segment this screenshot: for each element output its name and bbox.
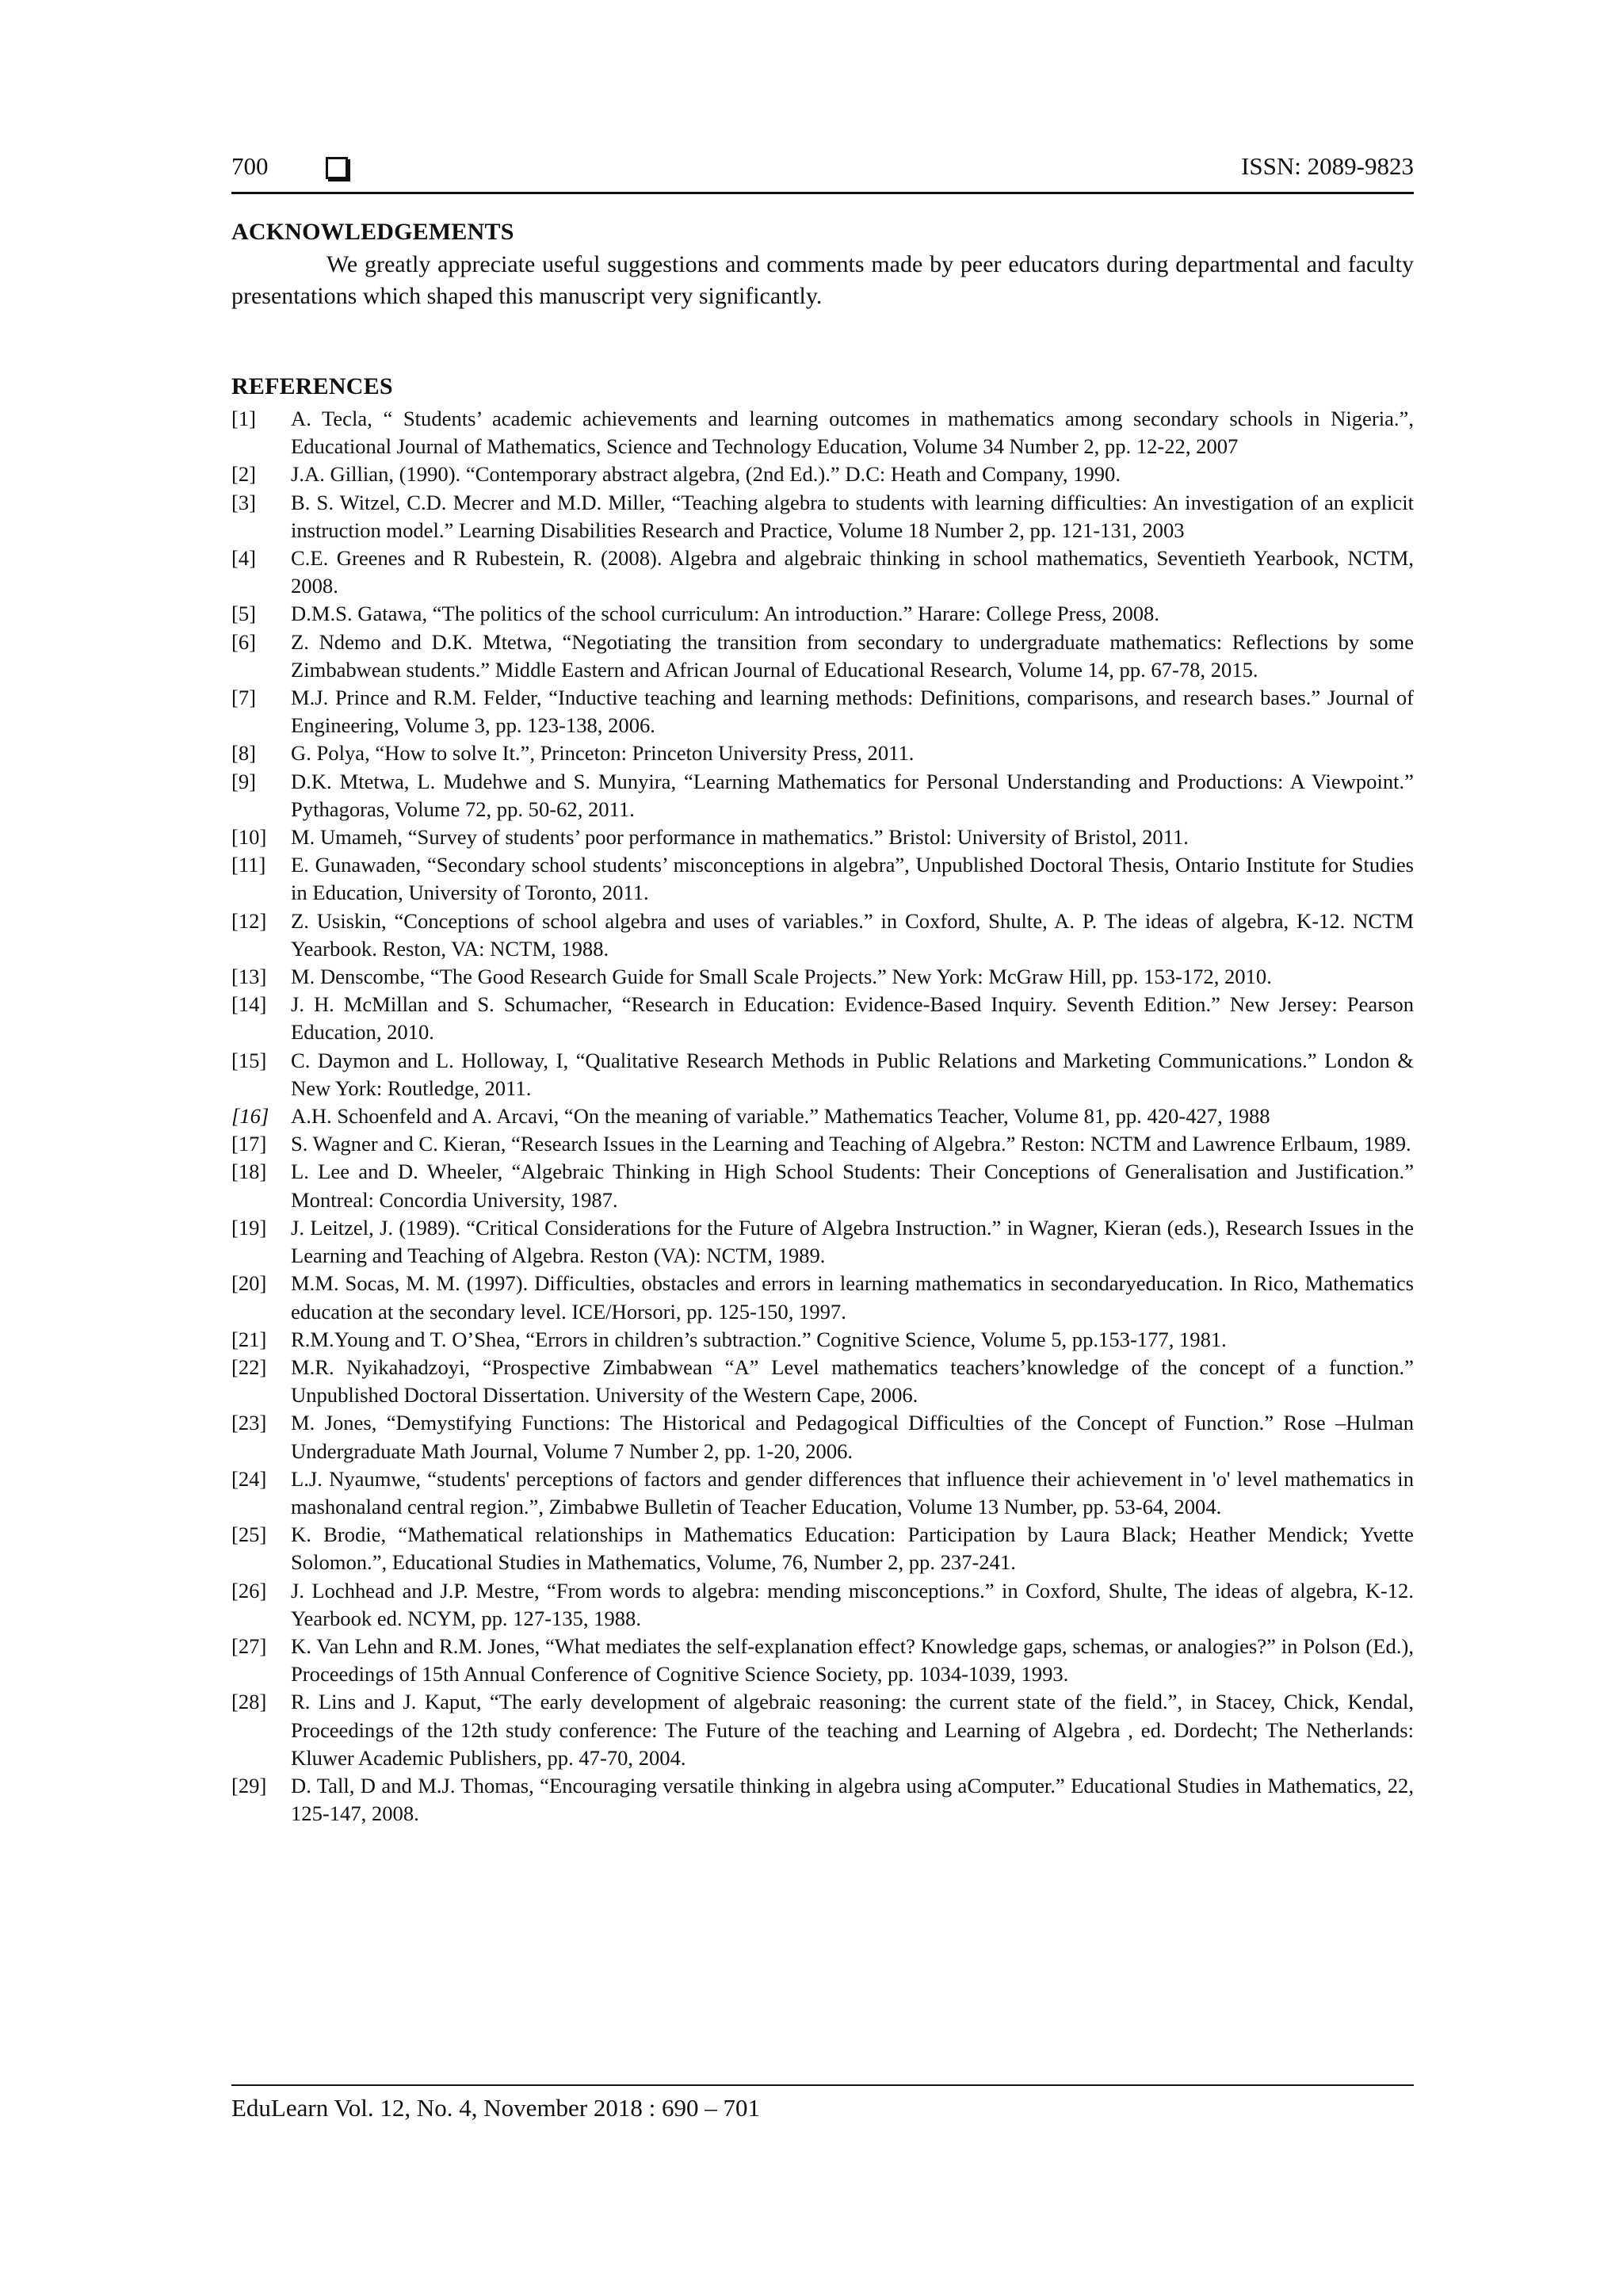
- reference-item: [231, 600, 1414, 628]
- reference-item: [231, 1102, 1414, 1130]
- reference-number: [2]: [231, 462, 257, 487]
- reference-text: C.E. Greenes and R Rubestein, R. (2008). Algebra and algebraic thinking in school mathematics, Seventieth Yearbook, NCTM, 2008.: [291, 546, 1414, 598]
- reference-item: [231, 489, 1414, 544]
- references-heading: REFERENCES: [231, 373, 393, 399]
- references-list: [231, 405, 1414, 1828]
- reference-item: [231, 963, 1414, 991]
- acknowledgements-heading: ACKNOWLEDGEMENTS: [231, 219, 514, 245]
- page-number: 700: [231, 152, 269, 180]
- reference-number: [15]: [231, 1048, 267, 1072]
- reference-number: [7]: [231, 686, 257, 710]
- reference-item: [231, 739, 1414, 767]
- reference-item: [231, 1465, 1414, 1521]
- reference-item: [231, 1047, 1414, 1102]
- reference-number: [6]: [231, 629, 257, 654]
- reference-text: J. Leitzel, J. (1989). “Critical Considerations for the Future of Algebra Instruction.” in Wagner, Kieran (eds.), Research Issues in the Learning and Teaching of Algebra. Reston (VA): NCTM, 1989.: [291, 1215, 1414, 1268]
- reference-text: M. Denscombe, “The Good Research Guide for Small Scale Projects.” New York: McGraw Hill, pp. 153-172, 2010.: [291, 965, 1272, 989]
- reference-text: G. Polya, “How to solve It.”, Princeton: Princeton University Press, 2011.: [291, 741, 915, 766]
- reference-text: R. Lins and J. Kaput, “The early development of algebraic reasoning: the current state of the field.”, in Stacey, Chick, Kendal, Proceedings of the 12th study conference: The Future of the teaching and Learning of Algebra , ed. Dordecht; The Netherlands: Kluwer Academic Publishers, pp. 47-70, 2004.: [291, 1690, 1414, 1770]
- reference-number: [19]: [231, 1215, 267, 1240]
- acknowledgements-text: [231, 249, 1414, 312]
- reference-number: [13]: [231, 965, 267, 989]
- reference-item: [231, 1577, 1414, 1633]
- reference-number: [9]: [231, 769, 257, 793]
- reference-text: R.M.Young and T. O’Shea, “Errors in children’s subtraction.” Cognitive Science, Volume 5, pp.153-177, 1981.: [291, 1327, 1227, 1351]
- reference-text: K. Van Lehn and R.M. Jones, “What mediates the self-explanation effect? Knowledge gaps, schemas, or analogies?” in Polson (Ed.), Proceedings of 15th Annual Conference of Cognitive Science Society, pp. 1034-1039, 1993.: [291, 1633, 1414, 1687]
- page-footer: [231, 2084, 1414, 2122]
- reference-item: [231, 1326, 1414, 1354]
- issn-label: ISSN: 2089-9823: [1241, 152, 1414, 180]
- reference-item: [231, 823, 1414, 851]
- journal-citation: EduLearn Vol. 12, No. 4, November 2018 : 690 – 701: [231, 2094, 760, 2122]
- reference-number: [16]: [231, 1104, 269, 1129]
- reference-text: Z. Usiskin, “Conceptions of school algebra and uses of variables.” in Coxford, Shulte, A. P. The ideas of algebra, K-12. NCTM Yearbook. Reston, VA: NCTM, 1988.: [291, 908, 1414, 961]
- reference-text: S. Wagner and C. Kieran, “Research Issues in the Learning and Teaching of Algebra.” Reston: NCTM and Lawrence Erlbaum, 1989.: [291, 1132, 1411, 1156]
- reference-item: [231, 768, 1414, 823]
- reference-item: [231, 1354, 1414, 1409]
- reference-number: [23]: [231, 1411, 267, 1435]
- reference-number: [1]: [231, 407, 257, 430]
- reference-item: [231, 1521, 1414, 1576]
- reference-text: M.J. Prince and R.M. Felder, “Inductive teaching and learning methods: Definitions, comparisons, and research bases.” Journal of Engineering, Volume 3, pp. 123-138, 2006.: [291, 686, 1414, 738]
- reference-text: M. Jones, “Demystifying Functions: The Historical and Pedagogical Difficulties of the Concept of Function.” Rose –Hulman Undergraduate Math Journal, Volume 7 Number 2, pp. 1-20, 2006.: [291, 1411, 1414, 1463]
- reference-text: L. Lee and D. Wheeler, “Algebraic Thinking in High School Students: Their Conceptions of Generalisation and Justification.” Montreal: Concordia University, 1987.: [291, 1159, 1414, 1212]
- reference-text: D. Tall, D and M.J. Thomas, “Encouraging versatile thinking in algebra using aComputer.” Educational Studies in Mathematics, 22, 125-147, 2008.: [291, 1773, 1414, 1826]
- reference-number: [26]: [231, 1578, 267, 1603]
- reference-text: Z. Ndemo and D.K. Mtetwa, “Negotiating the transition from secondary to undergraduate mathematics: Reflections by some Zimbabwean students.” Middle Eastern and African Journal of Educational Research, Volume 14, pp. 67-78, 2015.: [291, 629, 1414, 682]
- reference-number: [5]: [231, 602, 257, 626]
- reference-text: D.M.S. Gatawa, “The politics of the school curriculum: An introduction.” Harare: College Press, 2008.: [291, 602, 1160, 626]
- reference-text: M.M. Socas, M. M. (1997). Difficulties, obstacles and errors in learning mathematics in secondaryeducation. In Rico, Mathematics education at the secondary level. ICE/Horsori, pp. 125-150, 1997.: [291, 1271, 1414, 1324]
- reference-number: [25]: [231, 1522, 267, 1547]
- reference-number: [3]: [231, 490, 257, 514]
- reference-text: A. Tecla, “ Students’ academic achievements and learning outcomes in mathematics among secondary schools in Nigeria.”, Educational Journal of Mathematics, Science and Technology Education, Volume 34 Number 2, pp. 12-22, 2007: [291, 407, 1414, 459]
- reference-number: [4]: [231, 546, 257, 571]
- reference-text: J. H. McMillan and S. Schumacher, “Research in Education: Evidence-Based Inquiry. Seventh Edition.” New Jersey: Pearson Education, 2010.: [291, 992, 1414, 1045]
- reference-number: [20]: [231, 1271, 267, 1296]
- reference-number: [12]: [231, 908, 267, 933]
- reference-text: M. Umameh, “Survey of students’ poor performance in mathematics.” Bristol: University of Bristol, 2011.: [291, 825, 1189, 850]
- reference-item: [231, 405, 1414, 460]
- reference-item: [231, 460, 1414, 488]
- reference-text: B. S. Witzel, C.D. Mecrer and M.D. Miller, “Teaching algebra to students with learning difficulties: An investigation of an explicit instruction model.” Learning Disabilities Research and Practice, Volume 18 Number 2, pp. 121-131, 2003: [291, 490, 1414, 542]
- reference-text: J.A. Gillian, (1990). “Contemporary abstract algebra, (2nd Ed.).” D.C: Heath and Company, 1990.: [291, 462, 1121, 487]
- reference-text: M.R. Nyikahadzoyi, “Prospective Zimbabwean “A” Level mathematics teachers’knowledge of the concept of a function.” Unpublished Doctoral Dissertation. University of the Western Cape, 2006.: [291, 1354, 1414, 1408]
- reference-number: [27]: [231, 1633, 267, 1658]
- reference-text: A.H. Schoenfeld and A. Arcavi, “On the meaning of variable.” Mathematics Teacher, Volume 81, pp. 420-427, 1988: [291, 1104, 1270, 1129]
- reference-text: K. Brodie, “Mathematical relationships in Mathematics Education: Participation by Laura Black; Heather Mendick; Yvette Solomon.”, Educational Studies in Mathematics, Volume, 76, Number 2, pp. 237-241.: [291, 1522, 1414, 1575]
- acknowledgements-body: We greatly appreciate useful suggestions and comments made by peer educators during departmental and faculty presentations which shaped this manuscript very significantly.: [231, 251, 1414, 309]
- reference-number: [8]: [231, 741, 257, 766]
- reference-item: [231, 991, 1414, 1046]
- reference-item: [231, 1772, 1414, 1828]
- reference-text: L.J. Nyaumwe, “students' perceptions of factors and gender differences that influence their achievement in 'o' level mathematics in mashonaland central region.”, Zimbabwe Bulletin of Teacher Education, Volume 13 Number, pp. 53-64, 2004.: [291, 1466, 1414, 1519]
- reference-text: J. Lochhead and J.P. Mestre, “From words to algebra: mending misconceptions.” in Coxford, Shulte, The ideas of algebra, K-12. Yearbook ed. NCYM, pp. 127-135, 1988.: [291, 1578, 1414, 1630]
- reference-item: [231, 628, 1414, 684]
- reference-number: [10]: [231, 825, 267, 850]
- reference-text: D.K. Mtetwa, L. Mudehwe and S. Munyira, “Learning Mathematics for Personal Understanding and Productions: A Viewpoint.” Pythagoras, Volume 72, pp. 50-62, 2011.: [291, 769, 1414, 821]
- reference-item: [231, 851, 1414, 907]
- reference-number: [11]: [231, 853, 266, 877]
- reference-item: [231, 1270, 1414, 1325]
- reference-number: [17]: [231, 1132, 267, 1156]
- reference-number: [21]: [231, 1327, 267, 1351]
- reference-text: E. Gunawaden, “Secondary school students’ misconceptions in algebra”, Unpublished Doctoral Thesis, Ontario Institute for Studies in Education, University of Toronto, 2011.: [291, 853, 1414, 905]
- reference-number: [24]: [231, 1466, 267, 1491]
- reference-text: C. Daymon and L. Holloway, I, “Qualitative Research Methods in Public Relations and Marketing Communications.” London & New York: Routledge, 2011.: [291, 1048, 1414, 1100]
- reference-number: [18]: [231, 1159, 267, 1184]
- reference-item: [231, 544, 1414, 600]
- reference-number: [14]: [231, 992, 267, 1017]
- reference-item: [231, 1130, 1414, 1158]
- reference-number: [29]: [231, 1773, 267, 1797]
- reference-item: [231, 1409, 1414, 1465]
- reference-item: [231, 1688, 1414, 1772]
- page-header: [231, 152, 1414, 194]
- reference-item: [231, 1214, 1414, 1270]
- reference-item: [231, 1633, 1414, 1688]
- reference-item: [231, 907, 1414, 963]
- reference-item: [231, 1158, 1414, 1213]
- reference-item: [231, 684, 1414, 739]
- reference-number: [28]: [231, 1690, 267, 1714]
- square-box-icon: [326, 157, 348, 179]
- reference-number: [22]: [231, 1354, 267, 1379]
